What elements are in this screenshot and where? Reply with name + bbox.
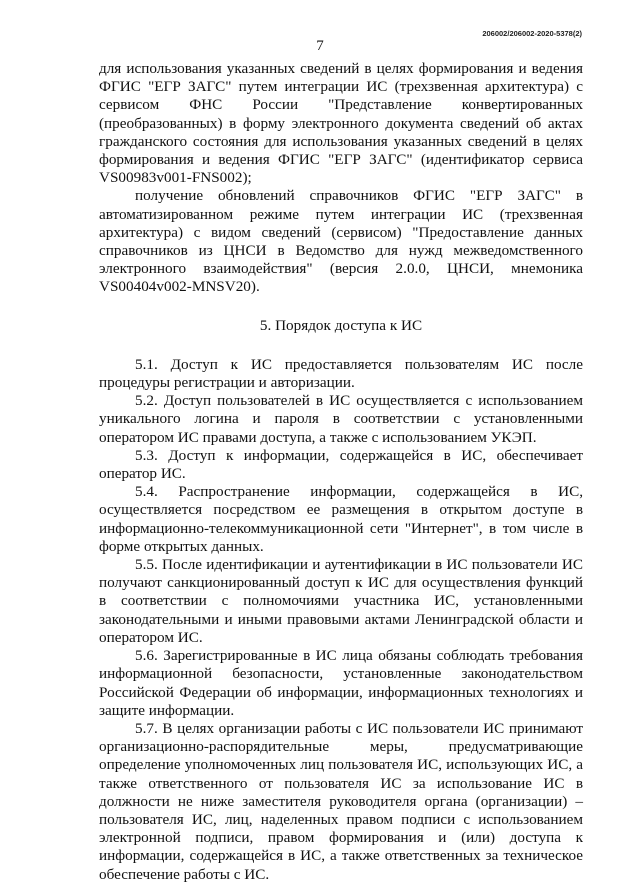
document-number: 206002/206002-2020-5378(2) [482, 29, 582, 38]
clause-5-3: 5.3. Доступ к информации, содержащейся в ИС, обеспечивает оператор ИС. [99, 446, 583, 483]
clause-5-1: 5.1. Доступ к ИС предоставляется пользователям ИС после процедуры регистрации и авторизации. [99, 355, 583, 392]
clause-5-4: 5.4. Распространение информации, содержащейся в ИС, осуществляется посредством ее размещения в открытом доступе в информационно-телекоммуникационной сети "Интернет", в том числе в форме открытых данных. [99, 483, 583, 555]
clause-5-7: 5.7. В целях организации работы с ИС пользователи ИС принимают организационно-распорядительные меры, предусматривающие определение уполномоченных лиц пользователя ИС, использующих ИС, а также ответственного от пользователя ИС за использование ИС в должности не ниже заместителя руководителя органа (организации) – пользователя ИС, лиц, наделенных правом подписи с использованием электронной подписи, правом формирования и (или) доступа к информации, содержащейся в ИС, а также ответственных за техническое обеспечение работы с ИС. [99, 719, 583, 883]
document-body [99, 60, 583, 884]
paragraph-continuation: для использования указанных сведений в целях формирования и ведения ФГИС "ЕГР ЗАГС" путем интеграции ИС (трехзвенная архитектура) с сервисом ФНС России "Представление конвертированных (преобразованных) в форму электронного документа сведений об актах гражданского состояния для использования указанных сведений в целях формирования и ведения ФГИС "ЕГР ЗАГС" (идентификатор сервиса VS00983v001-FNS002); [99, 60, 583, 187]
clause-5-5: 5.5. После идентификации и аутентификации в ИС пользователи ИС получают санкционированный доступ к ИС для осуществления функций в соответствии с полномочиями участника ИС, установленными законодательными и иными правовыми актами Ленинградской области и оператором ИС. [99, 556, 583, 646]
page-number: 7 [316, 38, 324, 54]
clause-5-6: 5.6. Зарегистрированные в ИС лица обязаны соблюдать требования информационной безопасности, установленные законодательством Российской Федерации об информации, информационных технологиях и защите информации. [99, 647, 583, 719]
paragraph-directory-update: получение обновлений справочников ФГИС "ЕГР ЗАГС" в автоматизированном режиме путем интеграции ИС (трехзвенная архитектура) с видом сведений (сервисом) "Предоставление данных справочников из ЦНСИ в Ведомство для нужд межведомственного электронного взаимодействия" (версия 2.0.0, ЦНСИ, мнемоника VS00404v002-MNSV20). [99, 187, 583, 296]
section-title: 5. Порядок доступа к ИС [259, 316, 423, 334]
clause-5-2: 5.2. Доступ пользователей в ИС осуществляется с использованием уникального логина и пароля в соответствии с установленными оператором ИС правами доступа, а также с использованием УКЭП. [99, 392, 583, 446]
